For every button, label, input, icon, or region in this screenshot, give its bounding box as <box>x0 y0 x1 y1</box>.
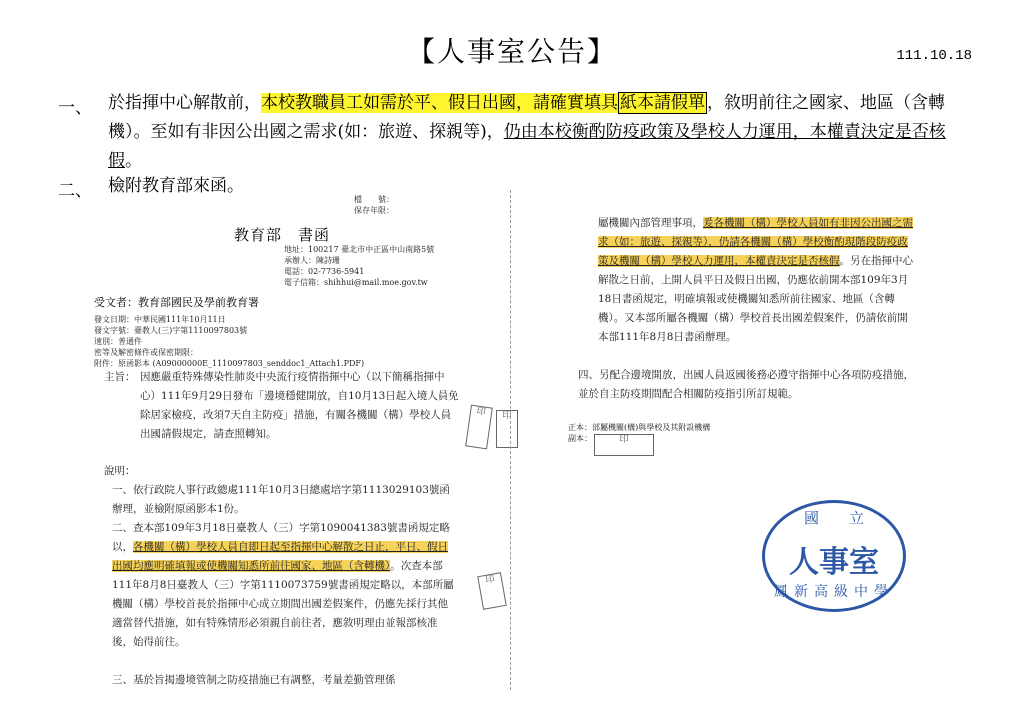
archive-ref: 檔 號： 保存年限： <box>354 195 394 215</box>
right-para-2: 四、另配合邊境開放，出國人員返國後務必遵守指揮中心各項防疫措施，並於自主防疫期間配合相關防疫指引所訂規範。 <box>578 369 914 400</box>
page-title: 【人事室公告】 <box>406 35 617 68</box>
recipient: 受文者：教育部國民及學前教育署 <box>94 296 259 309</box>
explain-2c: 。次查本部111年8月8日臺教人（三）字第1110073759號書函規定略以，本部所屬機關（構）學校首長於指揮中心成立期間出國差假案件，仍應先採行其他適當替代措施，如有特殊情形必須親自前往者，應敘明理由並報部核准後，始得前往。 <box>112 560 454 648</box>
item1-paragraph <box>108 89 978 176</box>
personnel-office-stamp <box>762 500 906 612</box>
explain-label: 說明： <box>104 465 136 477</box>
item2-text: 檢附教育部來函。 <box>108 176 244 196</box>
right-para-1a: 屬機關內部管理事項， <box>598 217 703 229</box>
right-para-1c: 。另在指揮中心解散之日前，上開人員平日及假日出國，仍應依前開本部109年3月18日書函規定，明確填報或使機關知悉所前往國家、地區（含轉機）。又本部所屬各機關（構）學校首長出國差假案件，仍請依前開本部111年8月8日書函辦理。 <box>598 255 913 343</box>
item1-highlight: 本校教職員工如需於平、假日出國，請確實填具 <box>261 93 618 113</box>
item1-text-c: 。 <box>125 151 142 171</box>
item1-text-b: ，敘明前往之國家、地區（含轉機）。至如有非因公出國之需求(如：旅遊、探親等)， <box>108 93 945 142</box>
item1-number: 一、 <box>58 98 92 118</box>
item1-text-a: 於指揮中心解散前， <box>108 93 261 113</box>
item1-underline: 仍由本校衡酌防疫政策及學校人力運用，本權責決定是否核假 <box>108 122 946 171</box>
explain-2a: 二、查本部109年3月18日臺教人（三）字第1090041383號書函規定略以， <box>112 522 450 553</box>
explain-2 <box>112 519 457 652</box>
right-para-1-highlight: 爰各機關（構）學校人員如有非因公出國之需求（如：旅遊、探親等），仍請各機關（構）學校衡酌現階段防疫政策及機關（構）學校人力運用，本權責決定是否核假 <box>598 217 913 267</box>
copy-recipients: 正本：部屬機關(構)與學校及其附設機構 副本： <box>568 423 711 443</box>
paper-leave-form-box: 紙本請假單 <box>620 93 705 113</box>
announcement-date: 111.10.18 <box>896 48 972 64</box>
seal-mark-icon: 印 <box>465 405 493 450</box>
document-meta: 發文日期：中華民國111年10月11日 發文字號：臺教人(三)字第1110097803號 速別：普通件 密等及解密條件或保密期限： 附件：原函影本 (A09000000E_1110097803_senddoc1_Attach1.PDF) <box>94 315 365 368</box>
explain-1: 一、依行政院人事行政總處111年10月3日總處培字第1113029103號函辦理，並檢附原函影本1份。 <box>112 484 450 515</box>
page-divider <box>510 190 511 690</box>
item2-number: 二、 <box>58 181 92 201</box>
stamp-top-text: 國立 <box>803 509 894 527</box>
contact-info: 地址：100217 臺北市中正區中山南路5號 承辦人：陳詩珊 電話：02-7736-5941 電子信箱：shihhui@mail.moe.gov.tw <box>284 245 435 287</box>
stamp-main-text: 人事室 <box>789 545 879 580</box>
subject-text: 因應嚴重特殊傳染性肺炎中央流行疫情指揮中心（以下簡稱指揮中心）111年9月29日發布「邊境穩健開放，自10月13日起入境人員免除居家檢疫，改須7天自主防疫」措施，有關各機關（構）學校人員出國請假規定，請查照轉知。 <box>140 371 459 440</box>
attached-document-scan <box>84 190 944 720</box>
subject-label: 主旨： <box>104 371 136 383</box>
right-para-1 <box>598 214 918 347</box>
explain-2-highlight: 各機關（構）學校人員自即日起至指揮中心解散之日止，平日、假日出國均應明確填報或使機關知悉所前往國家、地區（含轉機） <box>112 541 448 572</box>
office-seal-icon: 印 <box>594 434 654 456</box>
stamp-school-name: 鳳新高級中學 <box>774 584 894 600</box>
explain-3: 三、基於旨揭邊境管制之防疫措施已有調整，考量差勤管理係 <box>112 674 396 686</box>
seal-mark-icon: 印 <box>496 410 518 448</box>
seal-mark-icon: 印 <box>477 572 507 610</box>
moe-letter-heading: 教育部 書函 <box>234 226 331 244</box>
